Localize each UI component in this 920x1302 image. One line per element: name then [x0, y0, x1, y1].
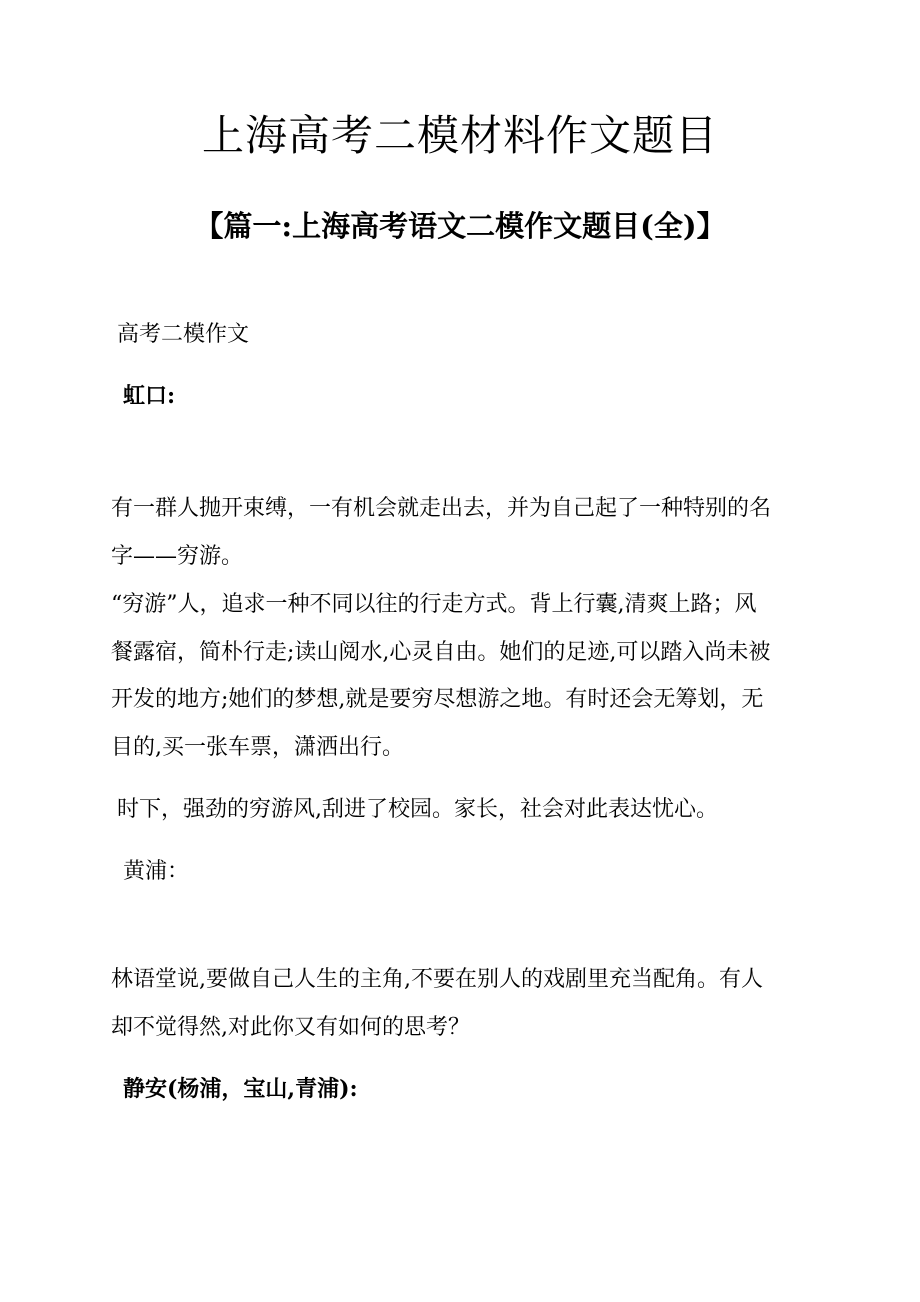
- hongkou-text-line: 开发的地方;她们的梦想,就是要穷尽想游之地。有时还会无筹划，无: [111, 687, 764, 712]
- region-label-hongkou: 虹口:: [123, 383, 176, 409]
- huangpu-text-line: 林语堂说,要做自己人生的主角,不要在别人的戏剧里充当配角。有人: [111, 967, 763, 992]
- hongkou-tail-text: 时下，强劲的穷游风,刮进了校园。家长，社会对此表达忧心。: [117, 797, 718, 822]
- hongkou-text-line: 有一群人抛开束缚，一有机会就走出去，并为自己起了一种特别的名: [111, 496, 772, 521]
- document-title: 上海高考二模材料作文题目: [201, 111, 718, 160]
- hongkou-text-line: 字——穷游。: [111, 544, 244, 569]
- hongkou-text-line: “穷游”人，追求一种不同以往的行走方式。背上行囊,清爽上路；风: [111, 592, 757, 617]
- huangpu-text-line: 却不觉得然,对此你又有如何的思考？: [111, 1015, 470, 1040]
- hongkou-text-line: 目的,买一张车票，潇洒出行。: [111, 735, 404, 760]
- section-heading: 高考二模作文: [117, 322, 250, 347]
- region-label-jingan: 静安(杨浦，宝山,青浦):: [123, 1076, 358, 1102]
- hongkou-text-line: 餐露宿，简朴行走;读山阅水,心灵自由。她们的足迹,可以踏入尚未被: [111, 640, 771, 665]
- document-subtitle: 【篇一:上海高考语文二模作文题目(全)】: [194, 209, 726, 243]
- region-label-huangpu: 黄浦：: [123, 859, 190, 884]
